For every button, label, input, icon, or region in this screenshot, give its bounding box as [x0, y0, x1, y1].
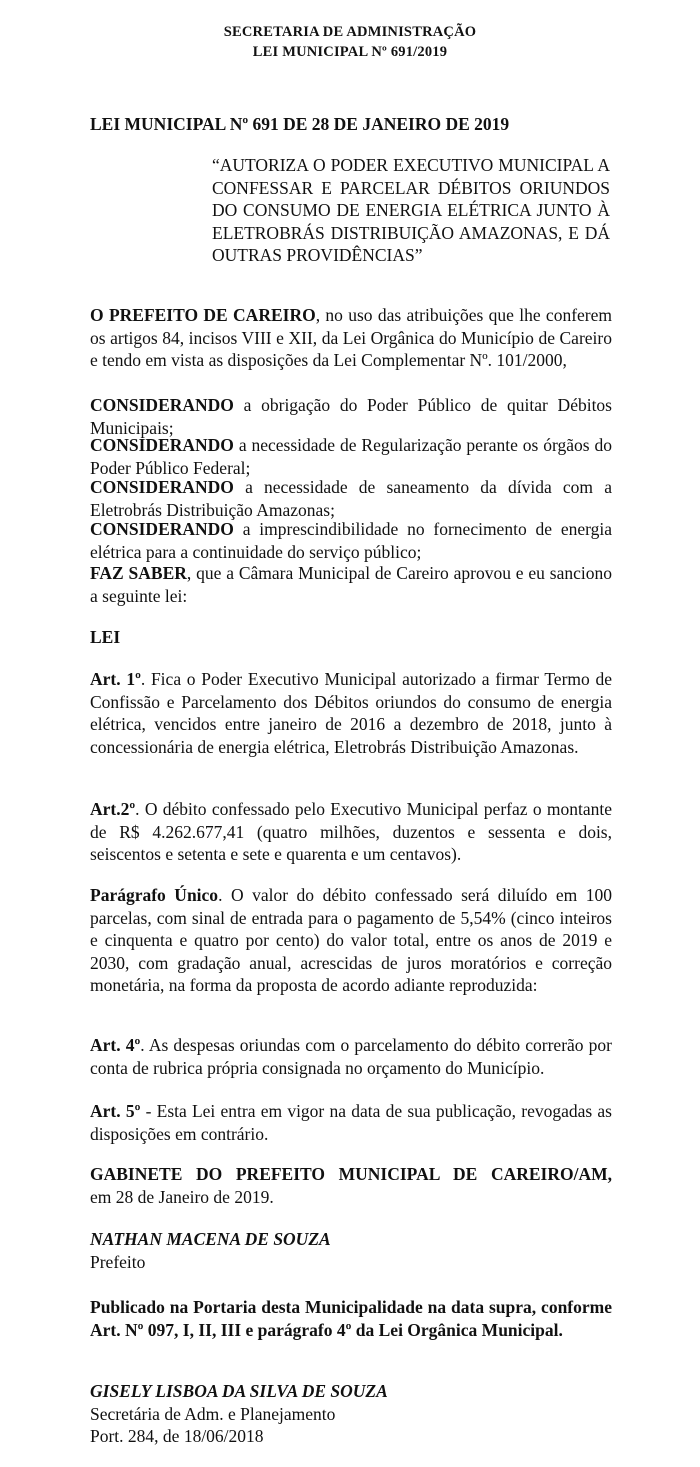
signatory-role: Prefeito: [90, 1251, 146, 1272]
gabinete-title: GABINETE DO PREFEITO MUNICIPAL DE CAREIRO/AM,: [90, 1164, 612, 1184]
faz-saber-text: , que a Câmara Municipal de Careiro aprovou e eu sanciono a seguinte lei:: [90, 563, 612, 606]
article-text: . Fica o Poder Executivo Municipal autorizado a firmar Termo de Confissão e Parcelamento dos Débitos oriundos do consumo de energia elétrica, vencidos entre janeiro de 2016 a dezembro de 2018, junto à concessionária de energia elétrica, Eletrobrás Distribuição Amazonas.: [90, 669, 612, 757]
article-text: . As despesas oriundas com o parcelamento do débito correrão por conta de rubrica própria consignada no orçamento do Município.: [90, 1035, 613, 1078]
signatory-portaria: Port. 284, de 18/06/2018: [90, 1426, 264, 1446]
preamble-paragraph: [90, 304, 612, 372]
header-secretaria: SECRETARIA DE ADMINISTRAÇÃO: [223, 24, 477, 40]
considerando-label: CONSIDERANDO: [90, 519, 234, 539]
preamble-text: , no uso das atribuições que lhe conferem os artigos 84, incisos VIII e XII, da Lei Orgânica do Município de Careiro e tendo em vista as disposições da Lei Complementar Nº. 101/2000,: [90, 305, 612, 370]
article-text: - Esta Lei entra em vigor na data de sua publicação, revogadas as disposições em contrário.: [90, 1101, 612, 1144]
considerando-text: a necessidade de Regularização perante os órgãos do Poder Público Federal;: [90, 435, 612, 478]
paragrafo-unico: [90, 884, 612, 997]
signatory-name: NATHAN MACENA DE SOUZA: [90, 1229, 331, 1249]
paragrafo-label: Parágrafo Único: [90, 885, 219, 905]
article-text: . O débito confessado pelo Executivo Municipal perfaz o montante de R$ 4.262.677,41 (quatro milhões, duzentos e sessenta e dois, seiscentos e setenta e sete e quarenta e um centavos).: [90, 799, 612, 864]
considerando-2: [90, 434, 612, 479]
considerando-1: [90, 394, 612, 439]
law-ementa: “AUTORIZA O PODER EXECUTIVO MUNICIPAL A CONFESSAR E PARCELAR DÉBITOS ORIUNDOS DO CONSUMO DE ENERGIA ELÉTRICA JUNTO À ELETROBRÁS DISTRIBUIÇÃO AMAZONAS, E DÁ OUTRAS PROVIDÊNCIAS”: [212, 155, 610, 265]
signature-prefeito: [90, 1228, 331, 1273]
considerando-text: a obrigação do Poder Público de quitar Débitos Municipais;: [90, 395, 612, 438]
law-title: LEI MUNICIPAL Nº 691 DE 28 DE JANEIRO DE 2019: [90, 114, 510, 134]
considerando-4: [90, 518, 612, 563]
signatory-role: Secretária de Adm. e Planejamento: [90, 1403, 336, 1424]
considerando-3: [90, 476, 612, 521]
article-label: Art.2º: [90, 799, 136, 819]
considerando-label: CONSIDERANDO: [90, 395, 234, 415]
gabinete-date: em 28 de Janeiro de 2019.: [90, 1186, 274, 1207]
signature-secretaria: [90, 1380, 388, 1448]
signatory-name: GISELY LISBOA DA SILVA DE SOUZA: [90, 1381, 388, 1401]
considerando-label: CONSIDERANDO: [90, 435, 234, 455]
article-label: Art. 1º: [90, 669, 141, 689]
article-label: Art. 5º: [90, 1101, 141, 1121]
lei-heading: LEI: [90, 627, 121, 647]
considerando-text: a imprescindibilidade no fornecimento de energia elétrica para a continuidade do serviço público;: [90, 519, 612, 562]
paragrafo-text: . O valor do débito confessado será diluído em 100 parcelas, com sinal de entrada para o pagamento de 5,54% (cinco inteiros e cinquenta e quatro por cento) do valor total, entre os anos de 2019 e 2030, com gradação anual, acrescidas de juros moratórios e correção monetária, na forma da proposta de acordo adiante reproduzida:: [90, 885, 612, 995]
article-4: [90, 1034, 612, 1079]
gabinete-closing: [90, 1163, 612, 1208]
article-2: [90, 798, 612, 866]
faz-saber-paragraph: [90, 562, 612, 607]
considerando-text: a necessidade de saneamento da dívida com a Eletrobrás Distribuição Amazonas;: [90, 477, 612, 520]
prefeito-label: O PREFEITO DE CAREIRO: [90, 305, 316, 325]
header-lei-number: LEI MUNICIPAL Nº 691/2019: [252, 44, 448, 60]
article-label: Art. 4º: [90, 1035, 141, 1055]
faz-saber-label: FAZ SABER: [90, 563, 187, 583]
article-1: [90, 668, 612, 758]
publication-note: Publicado na Portaria desta Municipalidade na data supra, conforme Art. Nº 097, I, II, III e parágrafo 4º da Lei Orgânica Municipal.: [90, 1297, 612, 1340]
article-5: [90, 1100, 612, 1145]
considerando-label: CONSIDERANDO: [90, 477, 234, 497]
